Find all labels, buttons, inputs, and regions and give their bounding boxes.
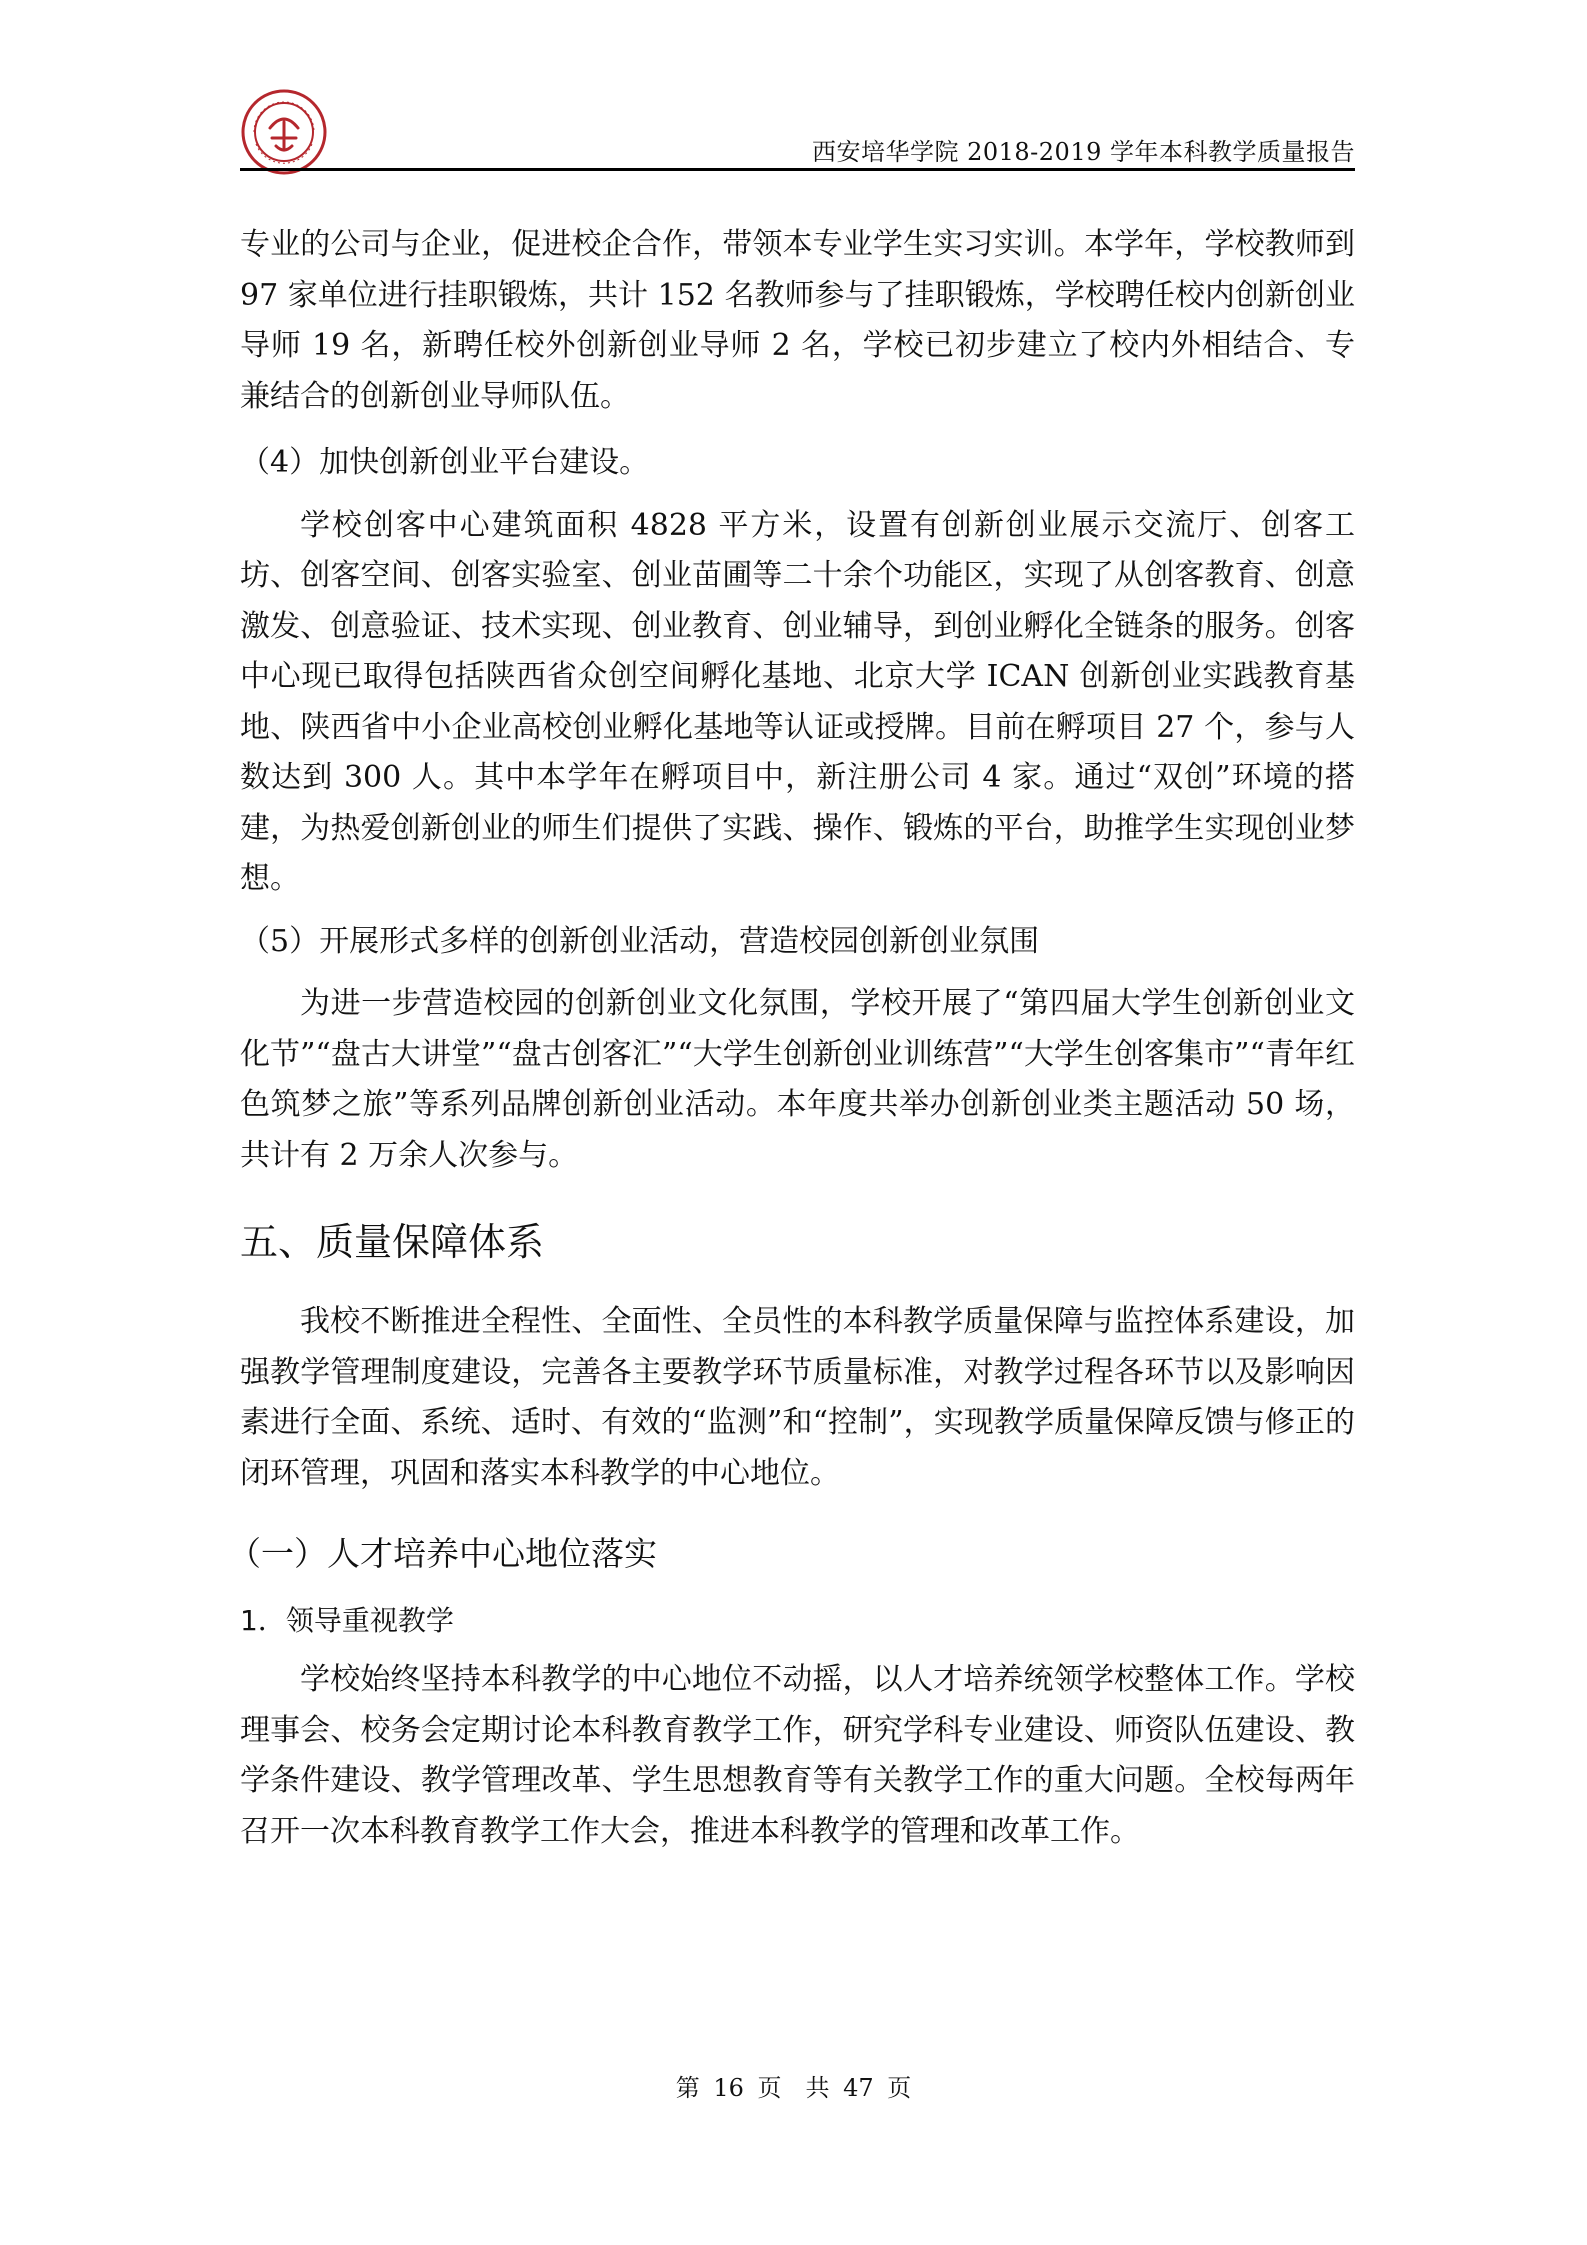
subsection-heading: （4）加快创新创业平台建设。	[240, 445, 650, 480]
university-seal-logo	[240, 88, 328, 176]
paragraph: 学校创客中心建筑面积 4828 平方米，设置有创新创业展示交流厅、创客工坊、创客空间、创客实验室、创业苗圃等二十余个功能区，实现了从创客教育、创意激发、创意验证、技术实现、创业教育、创业辅导，到创业孵化全链条的服务。创客中心现已取得包括陕西省众创空间孵化基地、北京大学 ICAN 创新创业实践教育基地、陕西省中小企业高校创业孵化基地等认证或授牌。目前在孵项目 27 个，参与人数达到 300 人。其中本学年在孵项目中，新注册公司 4 家。通过“双创”环境的搭建，为热爱创新创业的师生们提供了实践、操作、锻炼的平台，助推学生实现创业梦想。	[240, 507, 1355, 896]
subsection-heading: （5）开展形式多样的创新创业活动，营造校园创新创业氛围	[240, 923, 1040, 959]
paragraph: 专业的公司与企业，促进校企合作，带领本专业学生实习实训。本学年，学校教师到 97 家单位进行挂职锻炼，共计 152 名教师参与了挂职锻炼，学校聘任校内创新创业导师 19 名，新聘任校外创新创业导师 2 名，学校已初步建立了校内外相结合、专兼结合的创新创业导师队伍。	[240, 227, 1355, 414]
header-title: 西安培华学院 2018-2019 学年本科教学质量报告	[811, 138, 1355, 166]
header-divider	[240, 168, 1355, 171]
paragraph: 学校始终坚持本科教学的中心地位不动摇，以人才培养统领学校整体工作。学校理事会、校务会定期讨论本科教育教学工作，研究学科专业建设、师资队伍建设、教学条件建设、教学管理改革、学生思想教育等有关教学工作的重大问题。全校每两年召开一次本科教育教学工作大会，推进本科教学的管理和改革工作。	[240, 1662, 1355, 1849]
subsection-title: （一）人才培养中心地位落实	[228, 1534, 657, 1573]
page-number: 第 16 页 共 47 页	[675, 2074, 912, 2102]
paragraph: 为进一步营造校园的创新创业文化氛围，学校开展了“第四届大学生创新创业文化节”“盘古大讲堂”“盘古创客汇”“大学生创新创业训练营”“大学生创客集市”“青年红色筑梦之旅”等系列品牌创新创业活动。本年度共举办创新创业类主题活动 50 场，共计有 2 万余人次参与。	[240, 986, 1355, 1173]
document-body	[228, 220, 1355, 1857]
page-header	[240, 88, 1355, 168]
section-heading: 五、质量保障体系	[240, 1220, 545, 1264]
item-heading: 1．领导重视教学	[240, 1604, 454, 1637]
paragraph: 我校不断推进全程性、全面性、全员性的本科教学质量保障与监控体系建设，加强教学管理制度建设，完善各主要教学环节质量标准，对教学过程各环节以及影响因素进行全面、系统、适时、有效的“监测”和“控制”，实现教学质量保障反馈与修正的闭环管理，巩固和落实本科教学的中心地位。	[240, 1304, 1355, 1491]
